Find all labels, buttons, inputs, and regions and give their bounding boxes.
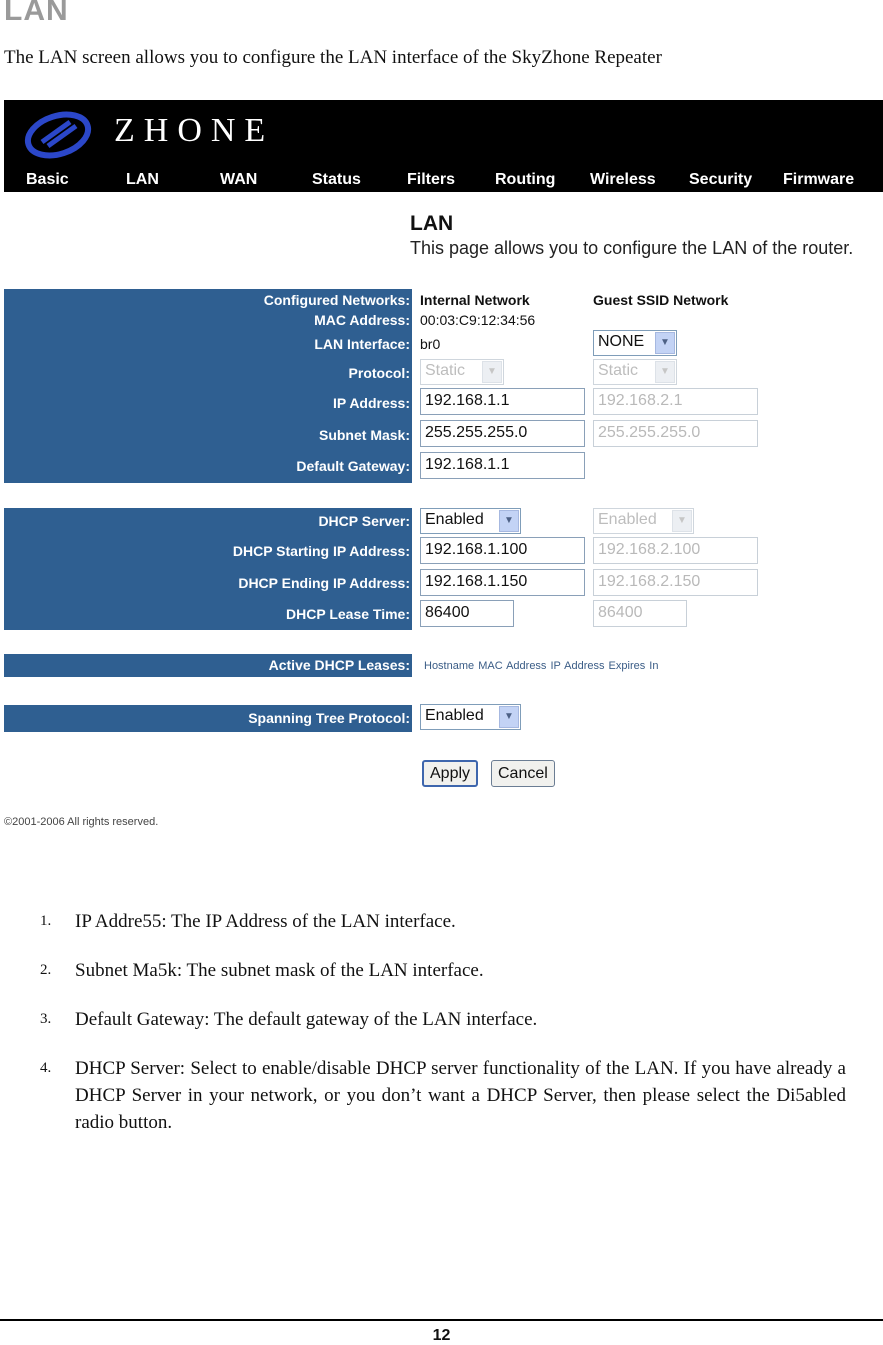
configured-networks-label: Configured Networks: bbox=[263, 292, 410, 308]
lan-interface-label: LAN Interface: bbox=[314, 336, 410, 352]
guest-lease-time-input: 86400 bbox=[593, 600, 687, 627]
nav-lan[interactable]: LAN bbox=[126, 171, 159, 188]
list-item: 1. IP Addre55: The IP Address of the LAN interface. bbox=[40, 911, 456, 932]
nav-firmware[interactable]: Firmware bbox=[783, 171, 855, 188]
dhcp-end-label: DHCP Ending IP Address: bbox=[238, 575, 410, 591]
copyright: ©2001-2006 All rights reserved. bbox=[4, 816, 159, 828]
internal-lease-time-input[interactable]: 86400 bbox=[420, 600, 514, 627]
nav-wireless[interactable]: Wireless bbox=[590, 171, 656, 188]
nav-status[interactable]: Status bbox=[312, 171, 361, 188]
zhone-logo-icon bbox=[22, 108, 94, 160]
page-title: LAN bbox=[410, 212, 454, 235]
chevron-down-icon: ▼ bbox=[655, 361, 675, 383]
doc-heading: LAN bbox=[4, 0, 69, 27]
mac-address-value: 00:03:C9:12:34:56 bbox=[420, 312, 536, 328]
chevron-down-icon: ▼ bbox=[655, 332, 675, 354]
guest-dhcp-end-input: 192.168.2.150 bbox=[593, 569, 758, 596]
footer-divider bbox=[0, 1319, 883, 1321]
chevron-down-icon: ▼ bbox=[499, 510, 519, 532]
internal-ip-input[interactable]: 192.168.1.1 bbox=[420, 388, 585, 415]
default-gateway-label: Default Gateway: bbox=[296, 458, 410, 474]
internal-dhcp-start-input[interactable]: 192.168.1.100 bbox=[420, 537, 585, 564]
internal-protocol-select: Static ▼ bbox=[420, 359, 504, 385]
internal-gateway-input[interactable]: 192.168.1.1 bbox=[420, 452, 585, 479]
chevron-down-icon: ▼ bbox=[499, 706, 519, 728]
guest-subnet-input: 255.255.255.0 bbox=[593, 420, 758, 447]
lan-interface-value: br0 bbox=[420, 336, 441, 352]
list-item: 4. DHCP Server: Select to enable/disable DHCP server functionality of the LAN. If you have already a DHCP Server in your network, or you don’t want a DHCP Server, then please select the Di5abled radio button. bbox=[40, 1058, 846, 1133]
list-item: 2. Subnet Ma5k: The subnet mask of the LAN interface. bbox=[40, 960, 484, 981]
internal-dhcp-server-select[interactable]: Enabled ▼ bbox=[420, 508, 521, 534]
spanning-tree-label: Spanning Tree Protocol: bbox=[248, 710, 410, 726]
nav-filters[interactable]: Filters bbox=[407, 171, 456, 188]
guest-protocol-select: Static ▼ bbox=[593, 359, 677, 385]
doc-intro: The LAN screen allows you to configure the LAN interface of the SkyZhone Repeater bbox=[4, 47, 662, 68]
protocol-label: Protocol: bbox=[348, 365, 410, 381]
internal-network-header: Internal Network bbox=[420, 292, 530, 308]
guest-dhcp-start-input: 192.168.2.100 bbox=[593, 537, 758, 564]
nav-routing[interactable]: Routing bbox=[495, 171, 556, 188]
internal-subnet-input[interactable]: 255.255.255.0 bbox=[420, 420, 585, 447]
top-nav bbox=[4, 170, 883, 190]
field-descriptions bbox=[40, 908, 846, 1158]
guest-interface-select[interactable]: NONE ▼ bbox=[593, 330, 677, 356]
page-description: This page allows you to configure the LAN of the router. bbox=[410, 238, 854, 258]
subnet-mask-label: Subnet Mask: bbox=[318, 427, 410, 443]
dhcp-lease-label: DHCP Lease Time: bbox=[286, 606, 410, 622]
spanning-tree-select[interactable]: Enabled ▼ bbox=[420, 704, 521, 730]
dhcp-server-label: DHCP Server: bbox=[318, 513, 410, 529]
cancel-button[interactable]: Cancel bbox=[491, 760, 555, 787]
guest-dhcp-server-select: Enabled ▼ bbox=[593, 508, 694, 534]
guest-network-header: Guest SSID Network bbox=[593, 292, 729, 308]
mac-address-label: MAC Address: bbox=[314, 312, 410, 328]
ip-address-label: IP Address: bbox=[332, 395, 410, 411]
guest-ip-input: 192.168.2.1 bbox=[593, 388, 758, 415]
header-banner bbox=[4, 100, 883, 192]
nav-basic[interactable]: Basic bbox=[26, 171, 69, 188]
active-leases-label: Active DHCP Leases: bbox=[268, 657, 410, 673]
list-item: 3. Default Gateway: The default gateway of the LAN interface. bbox=[40, 1009, 538, 1030]
dhcp-start-label: DHCP Starting IP Address: bbox=[232, 543, 410, 559]
chevron-down-icon: ▼ bbox=[482, 361, 502, 383]
brand-name: ZHONE bbox=[114, 112, 275, 149]
router-screenshot bbox=[4, 100, 883, 840]
chevron-down-icon: ▼ bbox=[672, 510, 692, 532]
apply-button[interactable]: Apply bbox=[422, 760, 478, 787]
nav-wan[interactable]: WAN bbox=[220, 171, 258, 188]
internal-dhcp-end-input[interactable]: 192.168.1.150 bbox=[420, 569, 585, 596]
page-number: 12 bbox=[432, 1327, 451, 1344]
leases-columns: Hostname MAC Address IP Address Expires In bbox=[424, 660, 659, 672]
nav-security[interactable]: Security bbox=[689, 171, 753, 188]
